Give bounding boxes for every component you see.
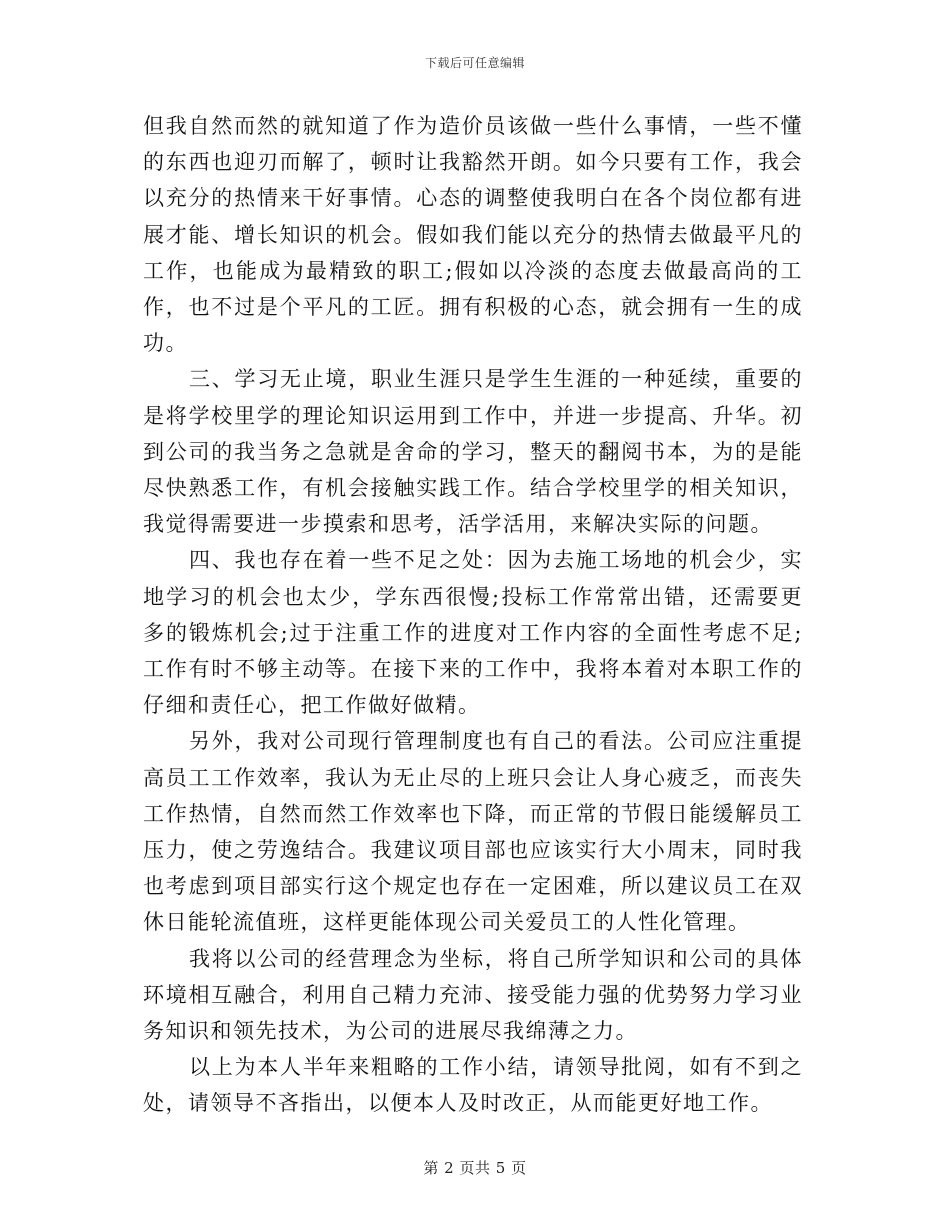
paragraph-point-four: 四、我也存在着一些不足之处：因为去施工场地的机会少，实地学习的机会也太少，学东西很慢;投标工作常常出错，还需要更多的锻炼机会;过于注重工作的进度对工作内容的全面性考虑不足;工作有时不够主动等。在接下来的工作中，我将本着对本职工作的仔细和责任心，把工作做好做精。 <box>143 548 803 718</box>
page-header: 下载后可任意编辑 <box>424 56 525 70</box>
paragraph-closing: 以上为本人半年来粗略的工作小结，请领导批阅，如有不到之处，请领导不吝指出，以便本人及时改正，从而能更好地工作。 <box>143 1055 803 1116</box>
document-body <box>143 108 803 1122</box>
paragraph-continuation: 但我自然而然的就知道了作为造价员该做一些什么事情，一些不懂的东西也迎刃而解了，顿时让我豁然开朗。如今只要有工作，我会以充分的热情来干好事情。心态的调整使我明白在各个岗位都有进展才能、增长知识的机会。假如我们能以充分的热情去做最平凡的工作，也能成为最精致的职工;假如以冷淡的态度去做最高尚的工作，也不过是个平凡的工匠。拥有积极的心态，就会拥有一生的成功。 <box>143 114 803 356</box>
page-number: 第 2 页共 5 页 <box>423 1159 527 1177</box>
paragraph-management-opinion: 另外，我对公司现行管理制度也有自己的看法。公司应注重提高员工工作效率，我认为无止尽的上班只会让人身心疲乏，而丧失工作热情，自然而然工作效率也下降，而正常的节假日能缓解员工压力，使之劳逸结合。我建议项目部也应该实行大小周末，同时我也考虑到项目部实行这个规定也存在一定困难，所以建议员工在双休日能轮流值班，这样更能体现公司关爱员工的人性化管理。 <box>143 729 803 935</box>
paragraph-point-three: 三、学习无止境，职业生涯只是学生生涯的一种延续，重要的是将学校里学的理论知识运用到工作中，并进一步提高、升华。初到公司的我当务之急就是舍命的学习，整天的翻阅书本，为的是能尽快熟悉工作，有机会接触实践工作。结合学校里学的相关知识，我觉得需要进一步摸索和思考，活学活用，来解决实际的问题。 <box>143 367 803 537</box>
paragraph-commitment: 我将以公司的经营理念为坐标，将自己所学知识和公司的具体环境相互融合，利用自己精力充沛、接受能力强的优势努力学习业务知识和领先技术，为公司的进展尽我绵薄之力。 <box>143 946 803 1044</box>
